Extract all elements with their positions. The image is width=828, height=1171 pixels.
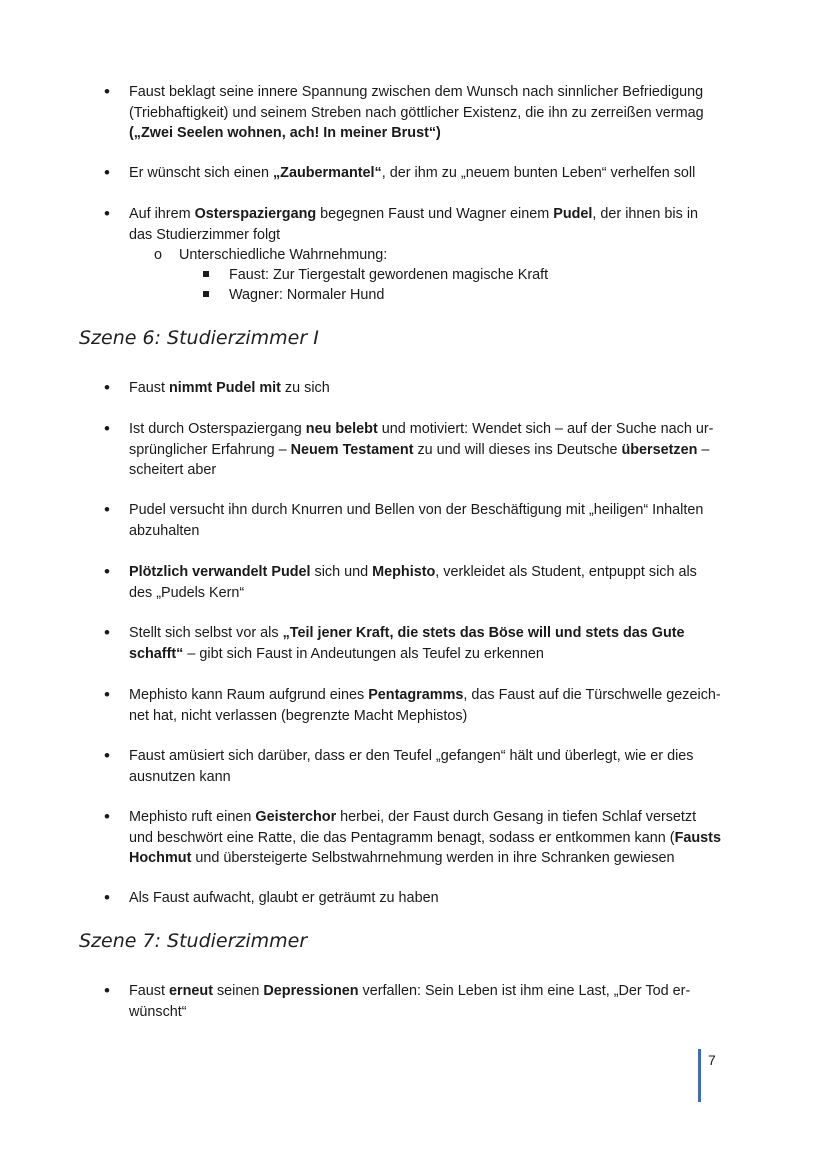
list-item: • Faust beklagt seine innere Spannung zwischen dem Wunsch nach sinnlicher Befriedigung (Triebhaftigkeit) und seinem Streben nach göttlicher Existenz, die ihn zu zerreißen vermag („Zwei Seelen wohnen, ach! In meiner Brust“) — [108, 82, 758, 144]
list-item: • Faust amüsiert sich darüber, dass er den Teufel „gefangen“ hält und überlegt, wie er dies ausnutzen kann — [108, 746, 758, 787]
section-heading: Szene 7: Studierzimmer — [79, 930, 308, 952]
page-number: 7 — [708, 1052, 716, 1068]
section-heading: Szene 6: Studierzimmer I — [79, 327, 319, 349]
sub-sub-list-item: Faust: Zur Tiergestalt gewordenen magische Kraft — [203, 265, 548, 286]
list-item: • Er wünscht sich einen „Zaubermantel“, der ihm zu „neuem bunten Leben“ verhelfen soll — [108, 163, 758, 184]
list-item: • Mephisto kann Raum aufgrund eines Pentagramms, das Faust auf die Türschwelle gezeich- net hat, nicht verlassen (begrenzte Macht Mephistos) — [108, 685, 758, 726]
circle-bullet-icon: o — [154, 247, 163, 263]
list-item: • Als Faust aufwacht, glaubt er geträumt zu haben — [108, 888, 758, 909]
list-item: • Stellt sich selbst vor als „Teil jener Kraft, die stets das Böse will und stets das Gute schafft“ – gibt sich Faust in Andeutungen als Teufel zu erkennen — [108, 623, 758, 664]
page-number-divider — [698, 1049, 701, 1102]
sub-list-item: o Unterschiedliche Wahrnehmung: — [154, 245, 387, 266]
list-item: • Mephisto ruft einen Geisterchor herbei, der Faust durch Gesang in tiefen Schlaf versetzt und beschwört eine Ratte, die das Pentagramm benagt, sodass er entkommen kann (Fausts Hochmut und übersteigerte Selbstwahrnehmung werden in ihre Schranken gewiesen — [108, 807, 758, 869]
list-item: • Pudel versucht ihn durch Knurren und Bellen von der Beschäftigung mit „heiligen“ Inhalten abzuhalten — [108, 500, 758, 541]
square-bullet-icon — [203, 291, 209, 297]
list-item: • Ist durch Osterspaziergang neu belebt und motiviert: Wendet sich – auf der Suche nach ur- sprünglicher Erfahrung – Neuem Testament zu und will dieses ins Deutsche übersetzen – scheitert aber — [108, 419, 758, 481]
list-item: • Auf ihrem Osterspaziergang begegnen Faust und Wagner einem Pudel, der ihnen bis in das Studierzimmer folgt — [108, 204, 758, 245]
sub-sub-list-item: Wagner: Normaler Hund — [203, 285, 384, 306]
list-item: • Plötzlich verwandelt Pudel sich und Mephisto, verkleidet als Student, entpuppt sich als des „Pudels Kern“ — [108, 562, 758, 603]
square-bullet-icon — [203, 271, 209, 277]
list-item: • Faust nimmt Pudel mit zu sich — [108, 378, 758, 399]
list-item: • Faust erneut seinen Depressionen verfallen: Sein Leben ist ihm eine Last, „Der Tod er- wünscht“ — [108, 981, 758, 1022]
